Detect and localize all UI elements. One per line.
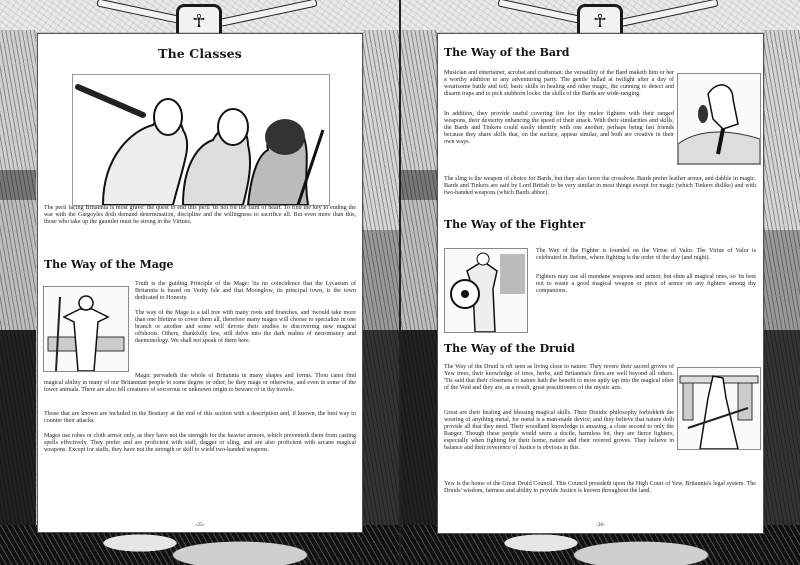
druid-paragraph-3: Yew is the home of the Great Druid Council. This Council presideth upon the High Court of Yew, Britannia's legal system. The Druids' wisdom, fairness and ability to provide Justice is known throughout the land. — [444, 481, 756, 494]
fighter-illustration — [444, 248, 528, 333]
top-ornament — [437, 0, 764, 32]
mage-paragraph-4: Those that are known are included in the Bestiary at the end of this section with a description and, if known, the best way to counter their attacks. — [44, 411, 356, 424]
section-heading-mage: The Way of the Mage — [44, 258, 174, 271]
bard-paragraph-3: The sling is the weapon of choice for Bards, but they also favor the crossbow. Bards prefer leather armor, and dabble in magic. Bards and Tinkers are said by Lord British to be very similar in most things except for magic (which Tinkers dislike) and with two-handed weapons (which Bards abhor). — [444, 176, 756, 196]
page-number: -25- — [195, 522, 205, 528]
bard-paragraph-1: Musician and entertainer, acrobat and craftsman: the versatility of the Bard maketh him or her a worthy addition to any adventuring party. The gentle ballad at twilight after a day of wearisome battle and toil; basic skills in healing and other magic, the cunning to detect and disarm traps and to pick stubborn locks: the skills of the Bards are wide-ranging. — [444, 70, 674, 97]
mage-paragraph-5: Mages use robes or cloth armor only, as they have not the strength for the heavier armors, which preventeth them from casting spells effectively. They prefer and are proficient with staff, dagger or sling, and are also proficient with arcane magical weapons. Except for staffs, they have not the strength or skill to wield two-handed weapons. — [44, 433, 356, 453]
section-heading-bard: The Way of the Bard — [444, 46, 570, 59]
right-border-engraving — [764, 30, 800, 530]
ankh-icon: ☥ — [176, 4, 222, 35]
mage-paragraph-2: The way of the Mage is a tall tree with many roots and branches, and 'twould take more than one lifetime to cover them all, therefore many mages will choose to specialize in one branch or another and some will devote their studies to discovering new magical offshoots. Others, thankfully few, still delve into the dark realms of necromancy and daemonology. We shall not speak of them here. — [135, 310, 356, 344]
sword-icon — [607, 0, 718, 30]
mage-paragraph-1: Truth is the guiding Principle of the Mage: 'tis no coincidence that the Lycaeum of Britannia is based on Verity Isle and that Moonglow, its principal town, is the town dedicated to Honesty. — [135, 281, 356, 301]
page-number: -26- — [595, 522, 606, 528]
druid-illustration — [677, 367, 761, 450]
fighter-paragraph-2: Fighters may use all mundane weapons and armor, but shun all magical ones, so 'tis best not to waste a good magical weapon or piece of armor on any fighters among thy companions. — [536, 274, 756, 294]
section-heading-fighter: The Way of the Fighter — [444, 218, 586, 231]
sword-icon — [206, 0, 317, 30]
mage-paragraph-3: Magic pervadeth the whole of Britannia in many shapes and forms. Thou canst find magical ability in many of our Britannian people to some degree or other, be they mage or otherwise, and even in some of the lower animals. There are also fell creatures of sorcerous or unknown origin to beware of in thy travels. — [44, 373, 356, 393]
three-adventurers-illustration — [72, 74, 330, 206]
bard-paragraph-2: In addition, they provide useful covering fire for thy melee fighters with their ranged weapons, their dexterity enhancing the speed of their attack. With their similarities and skills, the Bards and Tinkers could easily identify with one another, perhaps being fast friends because they share skills that, on the surface, appear similar, and both are creative in their own ways. — [444, 111, 674, 145]
right-border-engraving-left — [401, 30, 437, 530]
right-page-panel — [437, 33, 764, 534]
mage-illustration — [43, 286, 129, 372]
ankh-icon: ☥ — [577, 4, 623, 35]
druid-paragraph-2: Great are their healing and blessing magical skills. Their Druidic philosophy forbiddeth the wearing of anything metal, for metal is a man-made device, and they believe that nature doth provide all that they need. Their woodland knowledge is amazing, a close second to only the Ranger. Though these people would seem a docile, harmless lot, they are fierce fighters, especially when fighting for their home, nature and their revered groves. They believe in balance and their reverence of Justice is obvious in this. — [444, 410, 674, 451]
druid-paragraph-1: The Way of the Druid is oft seen as living close to nature. They revere their sacred groves of Yew trees, their knowledge of trees, herbs, and Britannia's flora are well beyond all others. 'Tis said that their closeness to nature hath the benefit to more aptly tap into the magical ether of the Void and they are, as a result, great practitioners of the mystic arts. — [444, 364, 674, 391]
intro-paragraph: The peril facing Britannia is most grave: the quest to end this peril 'tis not for the faint of heart. To find the key to ending the war with the Gargoyles doth demand determination, discipline and the willingness to sacrifice all. But even more than this, those who take up the gauntlet must be strong in the Virtues. — [44, 205, 356, 225]
page-title: The Classes — [158, 46, 242, 61]
left-page-panel — [37, 33, 363, 533]
left-border-engraving-right — [363, 30, 399, 530]
fighter-paragraph-1: The Way of the Fighter is founded on the Virtue of Valor. The Virtue of Valor is celebrated in Jhelom, where fighting is the order of the day (and night). — [536, 248, 756, 261]
left-border-engraving — [0, 30, 36, 530]
bard-illustration — [677, 73, 761, 165]
top-ornament — [36, 0, 363, 32]
section-heading-druid: The Way of the Druid — [444, 342, 575, 355]
